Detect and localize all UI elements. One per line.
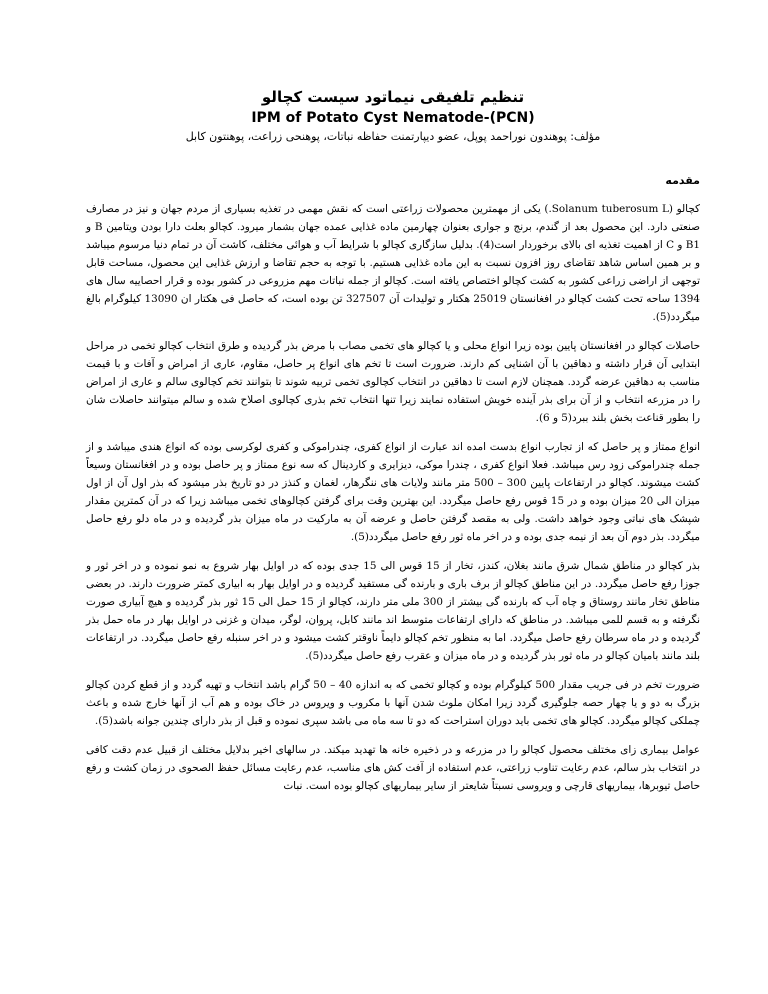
- paragraph-6: عوامل بیماری زای مختلف محصول کچالو را در مزرعه و در ذخیره خانه ها تهدید میکند. در سالهای اخیر بدلایل مختلف از قبیل عدم دقت کافی در انتخاب بذر سالم، عدم رعایت تناوب زراعتی، عدم استفاده از آفت کش های مناسب، عدم رعایت مسائل حفظ الصحوی در زمان کشت و رفع حاصل تیوبرها، بیماریهای قارچی و ویروسی نسبتاً شایعتر از سایر بیماریهای کچالو بوده است. نبات: [86, 744, 700, 792]
- paragraph-1: کچالو (Solanum tuberosum L.) یکی از مهمترین محصولات زراعتی است که نقش مهمی در تغذیه بسیاری از مردم جهان و نیز در مصارف صنعتی دارد. این محصول بعد از گندم، برنج و جواری بعنوان چهارمین ماده غذایی عمده جهان بشمار میرود. کچالو بعلت دارا بودن ویتامین B و B1 و C از اهمیت تغذیه ای بالای برخوردار است(4). بدلیل سازگاری کچالو با شرایط آب و هوائی مختلف، کاشت آن در تمام دنیا مرسوم میباشد و بر همین اساس شاهد تقاضای روز افزون نسبت به این ماده غذایی هستیم. با توجه به حجم تقاضا و ارزش غذایی این محصول، مساحت قابل توجهی از اراضی زراعی کشور به کشت کچالو اختصاص یافته است. کچالو از جمله نباتات مهم مزروعی در کشور بوده و قرار احصاییه سال های 1394 ساحه تحت کشت کچالو در افغانستان 25019 هکتار و تولیدات آن 327507 تن بوده است، که حاصل فی هکتار ان 13090 کیلوگرام بالغ میگردد(5).: [86, 203, 701, 323]
- paragraph-3: انواع ممتاز و پر حاصل که از تجارب انواع بدست امده اند عبارت از انواع کفری، چندراموکی و کفری لوکرسی بوده که انواع هندی میباشد و از جمله چندراموکی زود رس میباشد. فعلا انواع کفری ، چندرا موکی، دیزایری و کاردینال که سه نوع ممتاز و پر حاصل بوده و در افغانستان وسیعاً کشت میشوند. کچالو در ارتفاعات پایین 300 – 500 متر مانند ولایات های ننگرهار، لغمان و کنذز در دو تاریخ بذر میشود که بذر اول آن از اول میزان الی 20 میزان بوده و در 15 قوس رفع حاصل میگردد. این بهترین وقت برای گرفتن کچالوهای تخمی میباشد زیرا که در آن کمترین مقدار شپشک های نباتی وجود خواهد داشت. ولی به مقصد گرفتن حاصل و عرضه آن به مارکیت در ماه میزان بذر گردیده و در ماه دلو رفع حاصل میگردد. بذر دوم آن بعد از نیمه جدی بوده و در اخر ماه ثور رفع حاصل میگردد(5).: [86, 441, 700, 543]
- document-page: [86, 86, 700, 806]
- section-heading-introduction: مقدمه: [665, 174, 700, 187]
- paragraph-5: ضرورت تخم در فی جریب مقدار 500 کیلوگرام بوده و کچالو تخمی که به اندازه 40 – 50 گرام باشد انتخاب و تهیه گردد و از قطع کردن کچالو بزرگ به دو و یا چهار حصه جلوگیری گردد زیرا امکان ملوث شدن آنها با مکروب و ویروس در خاک بوده و هم آب از آنها خارج شده و باعث چملکی کچالو میگردد. کچالو های تخمی باید دوران استراحت که دو تا سه ماه می باشد سپری نموده و قبل از بذر دارای چندین جوانه باشد(5).: [86, 679, 700, 727]
- author-line: مؤلف: پوهندون نوراحمد پوپل، عضو دیپارتمنت حفاظه نباتات، پوهنحی زراعت، پوهنتون کابل: [185, 130, 601, 143]
- title-english: IPM of Potato Cyst Nematode-(PCN): [251, 110, 535, 126]
- paragraph-2: حاصلات کچالو در افغانستان پایین بوده زیرا انواع محلی و یا کچالو های تخمی مصاب با مرض بذر گردیده و طرق انتخاب کچالو تخمی در مراحل ابتدایی آن قرار داشته و دهاقین با آن اشنایی کم دارند. ضرورت است تا تخم های انواع پر حاصل، مقاوم، عاری از امراض و آفات و با قیمت مناسب به دهاقین عرضه گردد. همچنان لازم است تا دهاقین در انتخاب کچالوی تخمی تربیه شوند تا بتوانند تخم کچالوی سالم و عاری از امراض را در مزرعه انتخاب و از آن برای بذر آینده خویش استفاده نمایند زیرا تنها انتخاب تخم بذری کچالوی اصلاح شده و سالم میتوانند حاصلات شان را بطور قناعت بخش بلند ببرد(5 و 6).: [86, 340, 700, 424]
- paragraph-4: بذر کچالو در مناطق شمال شرق مانند بغلان، کندز، تخار از 15 قوس الی 15 جدی بوده که در اوایل بهار شروع به نمو نموده و در اخر ثور و جوزا رفع حاصل میگردد. در این مناطق کچالو از برف باری و بارنده گی مستفید گردیده و در اوایل بهار به ابیاری کمتر ضرورت دارند. در بعضی مناطق تخار مانند روستاق و چاه آب که بارنده گی بیشتر از 300 ملی متر دارند، کچالو از 15 حمل الی 15 ثور بذر گردیده و هیچ آبیاری صورت نگرفته و به قسم للمی میباشد. در مناطق که دارای ارتفاعات متوسط اند مانند کابل، پروان، لوگر، میدان و غزنی در اوایل بهار در ماه حمل بذر گردیده و در ماه سرطان رفع حاصل میگردد. اما به منظور تخم کچالو دایماً ناوقتر کشت میشود و در اخر سنبله رفع حاصل میگردد. در ارتفاعات بلند مانند بامیان کچالو در ماه ثور بذر گردیده و در ماه میزان و عقرب رفع حاصل میگردد(5).: [86, 560, 700, 662]
- title-persian: تنظیم تلفیقی نیماتود سیست کچالو: [261, 88, 525, 106]
